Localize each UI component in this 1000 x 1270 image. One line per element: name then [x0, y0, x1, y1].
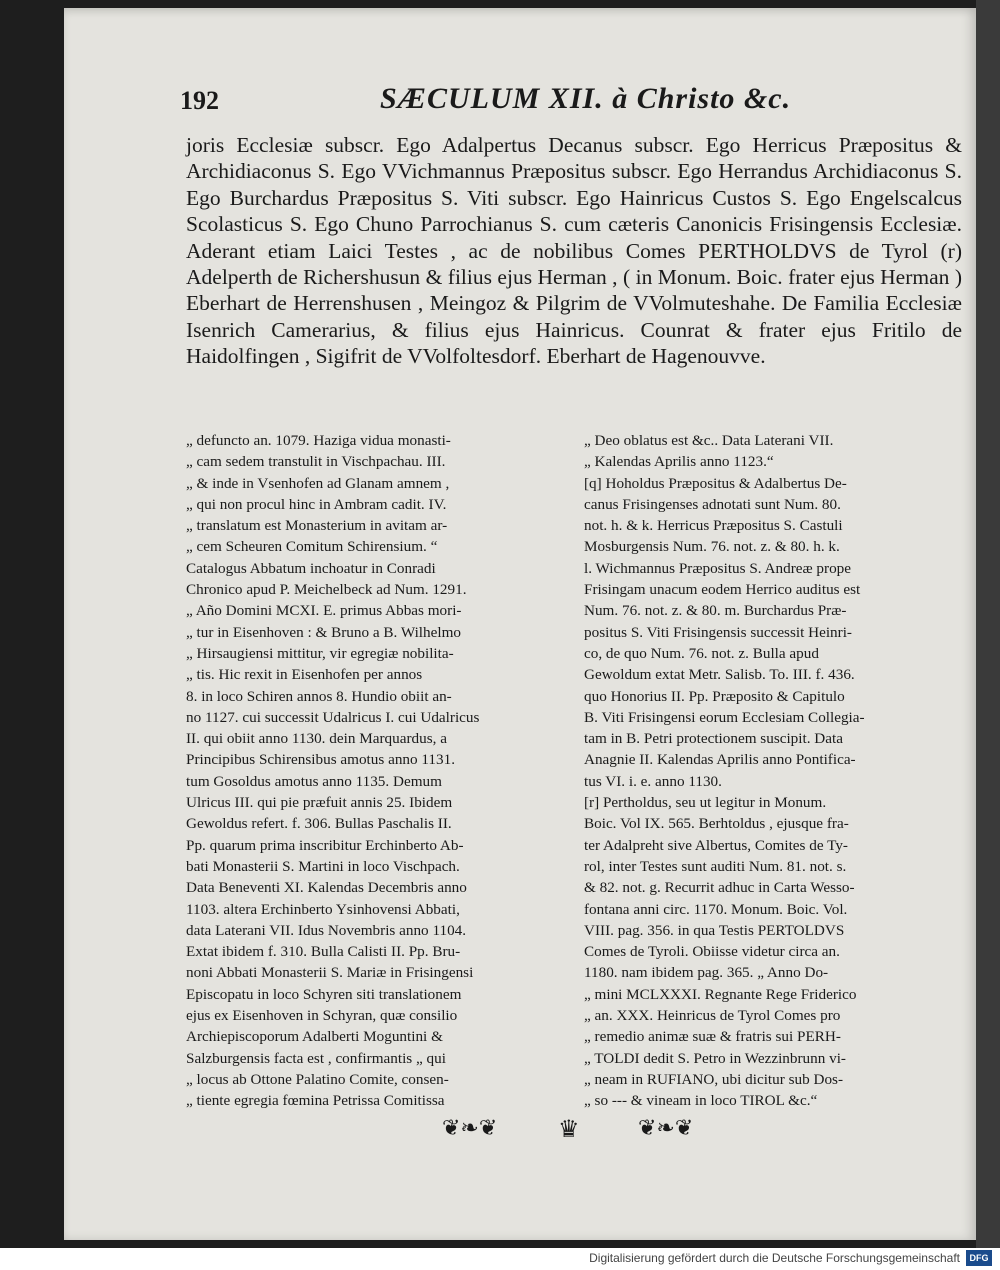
footnote-line: „ defuncto an. 1079. Haziga vidua monasti-: [186, 432, 451, 449]
footnote-line: Mosburgensis Num. 76. not. z. & 80. h. k.: [584, 538, 840, 556]
footnote-line: rol, inter Testes sunt auditi Num. 81. not. s.: [584, 857, 847, 875]
footnote-line: canus Frisingenses adnotati sunt Num. 80.: [584, 495, 841, 513]
footnote-line: Gewoldus refert. f. 306. Bullas Paschalis II.: [186, 815, 452, 833]
footer-credit: Digitalisierung gefördert durch die Deutsche Forschungsgemeinschaft: [589, 1251, 960, 1265]
footnote-line: „ cam sedem transtulit in Vischpachau. III.: [186, 453, 446, 471]
footnote-line: 1103. altera Erchinberto Ysinhovensi Abbati,: [186, 900, 460, 918]
footnote-line: „ translatum est Monasterium in avitam ar-: [186, 517, 448, 535]
main-text-block: [186, 132, 962, 370]
footnote-line: „ tiente egregia fœmina Petrissa Comitissa: [186, 1092, 445, 1110]
floral-ornament-icon: ❦❧❦: [638, 1115, 694, 1140]
footnote-line: Catalogus Abbatum inchoatur in Conradi: [186, 559, 436, 577]
footnote-line: data Laterani VII. Idus Novembris anno 1104.: [186, 921, 467, 939]
footnote-column-right: [584, 430, 964, 1112]
footnote-line: [r] Pertholdus, seu ut legitur in Monum.: [584, 794, 827, 812]
footnote-line: Episcopatu in loco Schyren siti translationem: [186, 985, 462, 1003]
footnote-line: ejus ex Eisenhoven in Schyran, quæ consilio: [186, 1007, 458, 1025]
footnote-line: „ Kalendas Aprilis anno 1123.“: [584, 453, 774, 471]
footnote-line: Anagnie II. Kalendas Aprilis anno Pontifica-: [584, 751, 856, 769]
footnote-line: tus VI. i. e. anno 1130.: [584, 772, 722, 790]
footnote-line: l. Wichmannus Præpositus S. Andreæ prope: [584, 559, 851, 577]
footnote-line: Chronico apud P. Meichelbeck ad Num. 1291.: [186, 581, 467, 599]
footnote-line: tam in B. Petri protectionem suscipit. Data: [584, 730, 843, 748]
footnote-line: Principibus Schirensibus amotus anno 1131.: [186, 751, 455, 769]
crown-ornament-icon: ♛: [558, 1117, 580, 1143]
footnote-line: Gewoldum extat Metr. Salisb. To. III. f. 436.: [584, 666, 855, 684]
footnote-line: noni Abbati Monasterii S. Mariæ in Frisingensi: [186, 964, 474, 982]
footnote-line: „ locus ab Ottone Palatino Comite, consen-: [186, 1070, 449, 1088]
footnote-line: Data Beneventi XI. Kalendas Decembris anno: [186, 879, 467, 897]
footnote-line: quo Honorius II. Pp. Præposito & Capitulo: [584, 687, 845, 705]
footnote-line: „ Deo oblatus est &c.. Data Laterani VII.: [584, 432, 834, 449]
footnote-line: Comes de Tyroli. Obiisse videtur circa an.: [584, 943, 840, 961]
footnote-line: Salzburgensis facta est , confirmantis „ qui: [186, 1049, 446, 1067]
footnote-line: „ & inde in Vsenhofen ad Glanam amnem ,: [186, 474, 450, 492]
dfg-logo: DFG: [966, 1250, 992, 1266]
footnote-line: [q] Hoholdus Præpositus & Adalbertus De-: [584, 474, 847, 492]
footnote-line: „ tur in Eisenhoven : & Bruno a B. Wilhelmo: [186, 623, 461, 641]
footnote-line: Extat ibidem f. 310. Bulla Calisti II. Pp. Bru-: [186, 943, 461, 961]
footnote-line: fontana anni circ. 1170. Monum. Boic. Vol.: [584, 900, 848, 918]
footnote-line: ter Adalpreht sive Albertus, Comites de Ty-: [584, 836, 848, 854]
footnote-line: VIII. pag. 356. in qua Testis PERTOLDVS: [584, 921, 845, 939]
scan-edge: [976, 0, 1000, 1248]
footnote-line: „ so --- & vineam in loco TIROL &c.“: [584, 1092, 818, 1110]
page-header: [172, 80, 952, 120]
footnote-line: „ Hirsaugiensi mittitur, vir egregiæ nobilita-: [186, 644, 454, 662]
footnote-line: co, de quo Num. 76. not. z. Bulla apud: [584, 644, 819, 662]
footnote-line: tum Gosoldus amotus anno 1135. Demum: [186, 772, 442, 790]
footnote-line: 1180. nam ibidem pag. 365. „ Anno Do-: [584, 964, 829, 982]
footnote-line: not. h. & k. Herricus Præpositus S. Castuli: [584, 517, 843, 535]
footnote-line: „ neam in RUFIANO, ubi dicitur sub Dos-: [584, 1070, 844, 1088]
footnote-line: B. Viti Frisingensi eorum Ecclesiam Collegia-: [584, 708, 865, 726]
footnote-line: bati Monasterii S. Martini in loco Vischpach.: [186, 857, 460, 875]
footnote-column-left: [186, 430, 568, 1112]
footnote-line: „ remedio animæ suæ & fratris sui PERH-: [584, 1028, 841, 1046]
footnote-line: „ mini MCLXXXI. Regnante Rege Friderico: [584, 985, 857, 1003]
main-paragraph: joris Ecclesiæ subscr. Ego Adalpertus Decanus subscr. Ego Herricus Præpositus & Archidiaconus S. Ego VVichmannus Præpositus subscr. Ego Herrandus Archidiaconus S. Ego Burchardus Præpositus S. Viti subscr. Ego Hainricus Custos S. Ego Engelscalcus Scolasticus S. Ego Chuno Parrochianus S. cum cæteris Canonicis Frisingensis Ecclesiæ. Aderant etiam Laici Testes , ac de nobilibus Comes PERTHOLDVS de Tyrol (r) Adelperth de Richershusun & filius ejus Herman , ( in Monum. Boic. frater ejus Herman ) Eberhart de Herrenshusen , Meingoz & Pilgrim de VVolmuteshahe. De Familia Ecclesiæ Isenrich Camerarius, & filius ejus Hainricus. Counrat & frater ejus Fritilo de Haidolfingen , Sigifrit de VVolfoltesdorf. Eberhart de Hagenouvve.: [186, 133, 962, 369]
footnote-line: Num. 76. not. z. & 80. m. Burchardus Præ-: [584, 602, 847, 620]
footnote-line: „ cem Scheuren Comitum Schirensium. “: [186, 538, 438, 556]
footnote-line: Pp. quarum prima inscribitur Erchinberto Ab-: [186, 836, 464, 854]
footnote-line: „ qui non procul hinc in Ambram cadit. IV.: [186, 495, 447, 513]
footnote-line: Boic. Vol IX. 565. Berhtoldus , ejusque fra-: [584, 815, 849, 833]
footnote-line: positus S. Viti Frisingensis successit Heinri-: [584, 623, 852, 641]
running-title: SÆCULUM XII. à Christo &c.: [380, 82, 792, 115]
footnote-line: Archiepiscoporum Adalberti Moguntini &: [186, 1028, 443, 1046]
footnote-line: „ an. XXX. Heinricus de Tyrol Comes pro: [584, 1007, 841, 1025]
footnote-line: „ tis. Hic rexit in Eisenhofen per annos: [186, 666, 423, 684]
footer-bar: [0, 1248, 1000, 1270]
page-number: 192: [180, 86, 219, 115]
floral-ornament-icon: ❦❧❦: [442, 1115, 498, 1140]
footnote-line: Ulricus III. qui pie præfuit annis 25. Ibidem: [186, 794, 453, 812]
ornament-row: [380, 1115, 840, 1149]
footnote-line: & 82. not. g. Recurrit adhuc in Carta Wesso-: [584, 879, 855, 897]
footnote-line: „ TOLDI dedit S. Petro in Wezzinbrunn vi-: [584, 1049, 846, 1067]
footnote-line: „ Año Domini MCXI. E. primus Abbas mori-: [186, 602, 462, 620]
footnote-line: Frisingam unacum eodem Herrico auditus est: [584, 581, 861, 599]
footnote-line: 8. in loco Schiren annos 8. Hundio obiit an-: [186, 687, 452, 705]
footnote-line: II. qui obiit anno 1130. dein Marquardus, a: [186, 730, 447, 748]
footnote-line: no 1127. cui successit Udalricus I. cui Udalricus: [186, 708, 480, 726]
